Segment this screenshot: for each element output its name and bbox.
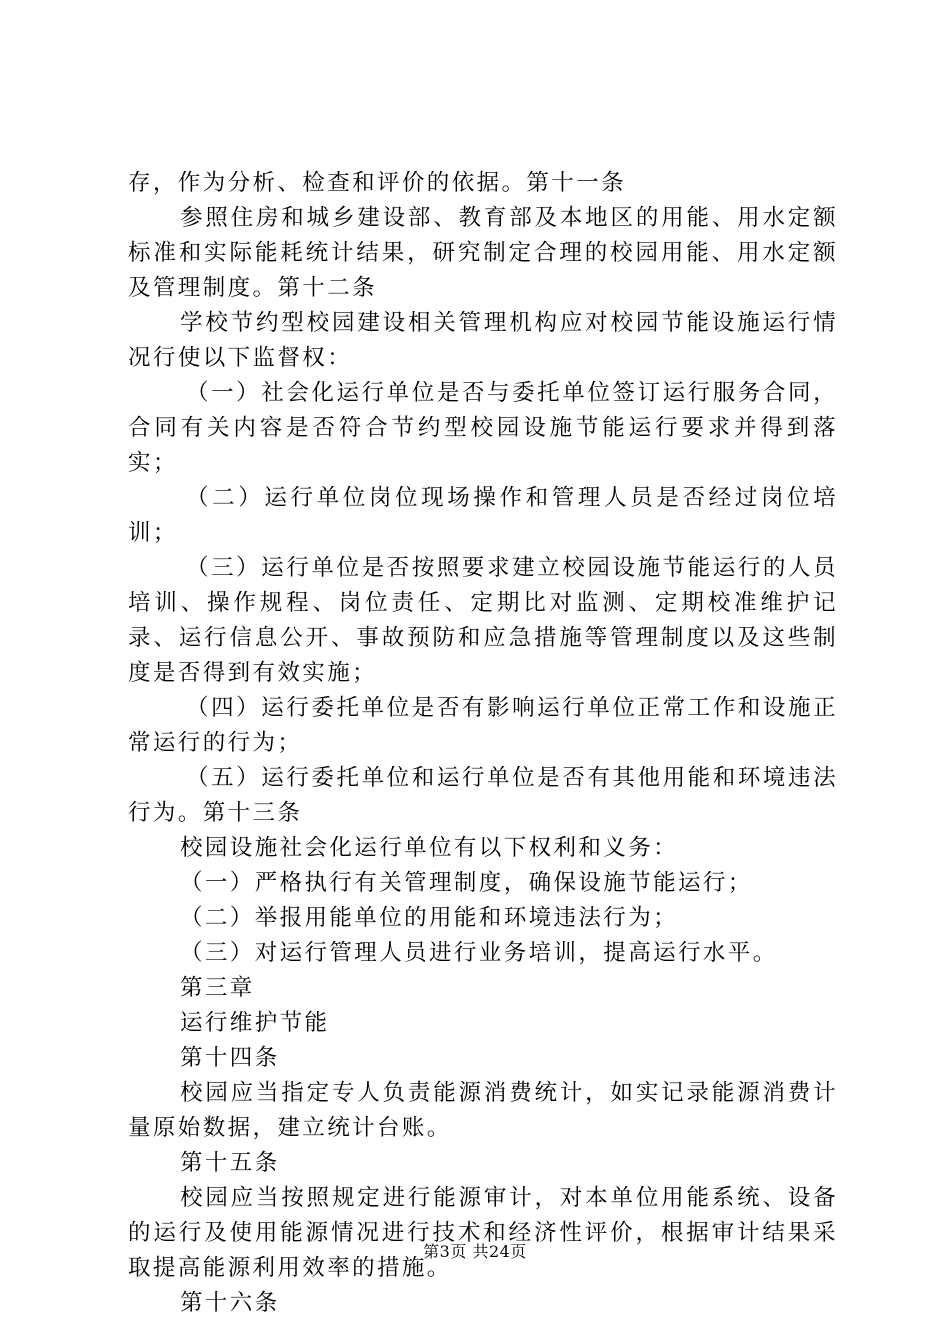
paragraph-item-3: （三）运行单位是否按照要求建立校园设施节能运行的人员培训、操作规程、岗位责任、定期比对监测、定期校准维护记录、运行信息公开、事故预防和应急措施等管理制度以及这些制度是否得到有效实施； — [128, 555, 838, 686]
article-15-heading: 第十五条 — [180, 1150, 280, 1176]
paragraph-article-14: 校园应当指定专人负责能源消费统计，如实记录能源消费计量原始数据，建立统计台账。 — [128, 1080, 838, 1141]
paragraph-item-4: （四）运行委托单位是否有影响运行单位正常工作和设施正常运行的行为； — [128, 695, 838, 756]
page-footer: 第3页 共24页 — [423, 1242, 527, 1261]
document-body — [128, 166, 838, 1321]
article-14-heading: 第十四条 — [180, 1045, 280, 1071]
paragraph-duty-3: （三）对运行管理人员进行业务培训，提高运行水平。 — [180, 940, 778, 966]
paragraph-duty-2: （二）举报用能单位的用能和环境违法行为； — [180, 905, 679, 931]
paragraph-continuation: 存，作为分析、检查和评价的依据。第十一条 — [128, 170, 627, 196]
paragraph-duty-1: （一）严格执行有关管理制度，确保设施节能运行； — [180, 870, 753, 896]
paragraph-article-11: 参照住房和城乡建设部、教育部及本地区的用能、用水定额标准和实际能耗统计结果，研究制定合理的校园用能、用水定额及管理制度。第十二条 — [128, 205, 838, 301]
paragraph-article-15: 校园应当按照规定进行能源审计，对本单位用能系统、设备的运行及使用能源情况进行技术和经济性评价，根据审计结果采取提高能源利用效率的措施。 — [128, 1185, 838, 1281]
paragraph-article-12: 学校节约型校园建设相关管理机构应对校园节能设施运行情况行使以下监督权： — [128, 310, 838, 371]
chapter-heading: 第三章 — [180, 975, 255, 1001]
chapter-title: 运行维护节能 — [180, 1010, 330, 1036]
paragraph-item-5: （五）运行委托单位和运行单位是否有其他用能和环境违法行为。第十三条 — [128, 765, 838, 826]
paragraph-item-1: （一）社会化运行单位是否与委托单位签订运行服务合同，合同有关内容是否符合节约型校园设施节能运行要求并得到落实； — [128, 380, 838, 476]
article-16-heading: 第十六条 — [180, 1290, 280, 1316]
paragraph-article-13: 校园设施社会化运行单位有以下权利和义务： — [180, 835, 679, 861]
paragraph-item-2: （二）运行单位岗位现场操作和管理人员是否经过岗位培训； — [128, 485, 838, 546]
